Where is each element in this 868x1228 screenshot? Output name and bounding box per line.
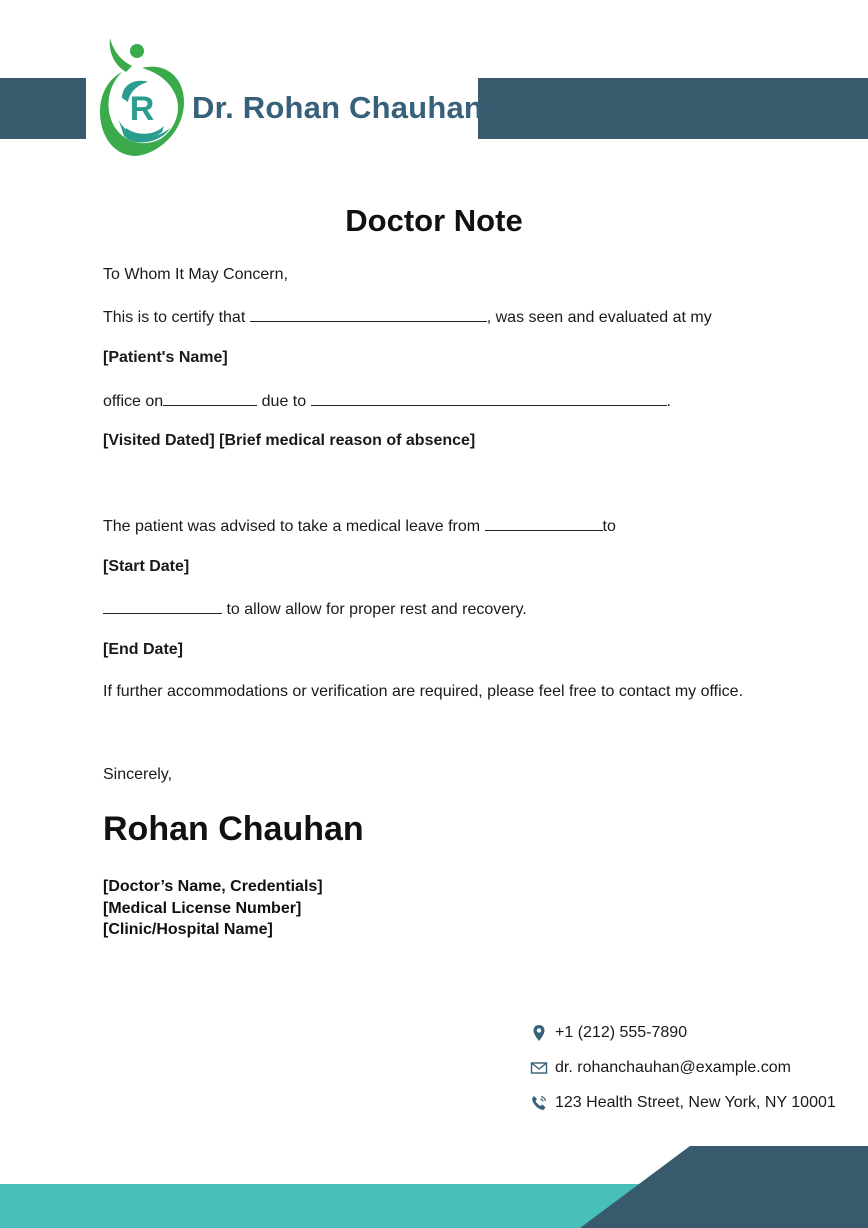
start-date-label: [Start Date] bbox=[103, 558, 190, 575]
recovery-line bbox=[103, 599, 527, 619]
header-band-right bbox=[478, 78, 868, 139]
footer-band bbox=[0, 1146, 868, 1228]
office-line bbox=[103, 391, 671, 411]
certify-prefix: This is to certify that bbox=[103, 309, 250, 326]
recovery-text: to allow allow for proper rest and recovery. bbox=[222, 601, 527, 618]
phone-text[interactable]: +1 (212) 555-7890 bbox=[555, 1024, 688, 1041]
credential-license: [Medical License Number] bbox=[103, 899, 302, 917]
office-prefix: office on bbox=[103, 393, 164, 410]
logo-icon bbox=[96, 32, 188, 160]
credential-clinic: [Clinic/Hospital Name] bbox=[103, 921, 273, 938]
salutation: To Whom It May Concern, bbox=[103, 266, 288, 283]
reason-blank[interactable] bbox=[311, 391, 667, 406]
certify-suffix: , was seen and evaluated at my bbox=[486, 309, 712, 326]
certify-line bbox=[103, 307, 712, 327]
credential-doctor-name: [Doctor’s Name, Credentials] bbox=[103, 878, 323, 895]
leave-to: to bbox=[602, 518, 616, 535]
signature-name: Rohan Chauhan bbox=[103, 810, 364, 848]
contact-phone bbox=[530, 1024, 687, 1042]
address-text: 123 Health Street, New York, NY 10001 bbox=[555, 1094, 836, 1111]
further-text: If further accommodations or verification are required, please feel free to contact my office. bbox=[103, 683, 744, 700]
patient-name-blank[interactable] bbox=[250, 307, 487, 322]
end-date-label: [End Date] bbox=[103, 641, 183, 658]
leave-text: The patient was advised to take a medical leave from bbox=[103, 518, 485, 535]
contact-email bbox=[530, 1059, 791, 1077]
end-date-blank[interactable] bbox=[103, 599, 222, 614]
phone-icon bbox=[530, 1094, 548, 1112]
header-band-left bbox=[0, 78, 86, 139]
patient-name-label: [Patient's Name] bbox=[103, 349, 228, 366]
start-date-blank[interactable] bbox=[485, 516, 603, 531]
logo-letter: R bbox=[129, 90, 155, 128]
visit-label: [Visited Dated] [Brief medical reason of absence] bbox=[103, 432, 476, 449]
office-end: . bbox=[666, 393, 672, 410]
visit-date-blank[interactable] bbox=[163, 391, 257, 406]
envelope-icon bbox=[530, 1059, 548, 1077]
due-to-text: due to bbox=[257, 393, 311, 410]
credentials-block bbox=[103, 876, 323, 941]
location-pin-icon bbox=[530, 1024, 548, 1042]
brand-name: Dr. Rohan Chauhan bbox=[192, 90, 484, 125]
email-text[interactable]: dr. rohanchauhan@example.com bbox=[555, 1059, 791, 1076]
leave-line bbox=[103, 516, 616, 536]
document-title: Doctor Note bbox=[345, 203, 523, 238]
closing: Sincerely, bbox=[103, 766, 173, 783]
contact-address bbox=[530, 1094, 836, 1112]
